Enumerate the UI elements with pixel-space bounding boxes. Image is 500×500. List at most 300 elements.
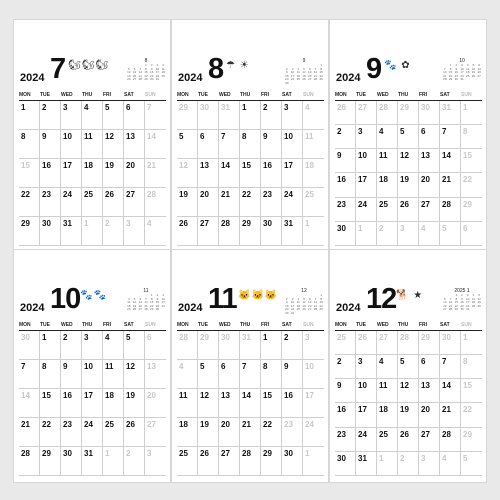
mini-day: 20 xyxy=(138,303,142,308)
day-cell[interactable]: 3 xyxy=(356,355,377,379)
day-cell[interactable]: 8 xyxy=(461,355,482,379)
day-cell[interactable]: 30 xyxy=(198,101,219,130)
day-cell[interactable]: 28 xyxy=(240,447,261,476)
day-cell[interactable]: 24 xyxy=(356,428,377,452)
day-cell[interactable]: 4 xyxy=(103,331,124,360)
day-cell[interactable]: 14 xyxy=(440,149,461,173)
day-cell[interactable]: 5 xyxy=(398,125,419,149)
mini-day: 24 xyxy=(161,303,165,308)
year-label: 2024 xyxy=(336,72,361,84)
weekday-label: THU xyxy=(82,92,93,98)
mini-day: 24 xyxy=(290,77,295,82)
day-cell[interactable]: 22 xyxy=(40,418,61,447)
day-cell[interactable]: 22 xyxy=(19,188,40,217)
day-cell[interactable]: 20 xyxy=(419,403,440,427)
mini-day: 3 xyxy=(461,63,463,67)
day-cell[interactable]: 13 xyxy=(419,379,440,403)
day-cell[interactable]: 1 xyxy=(356,222,377,246)
day-cell[interactable]: 15 xyxy=(240,159,261,188)
day-cell[interactable]: 16 xyxy=(282,389,303,418)
day-cell[interactable]: 28 xyxy=(219,217,240,246)
day-cell[interactable]: 17 xyxy=(61,159,82,188)
mini-day: 29 xyxy=(144,77,148,82)
mini-day: 5 xyxy=(478,293,480,297)
mini-day: 20 xyxy=(477,70,481,75)
day-cell[interactable]: 12 xyxy=(398,379,419,403)
day-cell[interactable]: 10 xyxy=(356,149,377,173)
day-cell[interactable]: 2 xyxy=(335,125,356,149)
mini-calendar-title: 10 xyxy=(459,58,465,64)
mini-day: 19 xyxy=(302,303,306,308)
day-cell[interactable]: 15 xyxy=(461,379,482,403)
mini-day: 2 xyxy=(455,63,458,67)
day-cell[interactable]: 17 xyxy=(82,389,103,418)
day-cell[interactable]: 1 xyxy=(261,331,282,360)
day-cell[interactable]: 26 xyxy=(356,331,377,355)
mini-day: 6 xyxy=(133,66,136,71)
day-cell[interactable]: 9 xyxy=(335,149,356,173)
day-cell[interactable]: 5 xyxy=(461,452,482,476)
day-cell[interactable]: 1 xyxy=(40,331,61,360)
day-cell[interactable]: 11 xyxy=(377,379,398,403)
day-cell[interactable]: 6 xyxy=(461,222,482,246)
mini-day: 27 xyxy=(443,307,447,312)
day-cell[interactable]: 2 xyxy=(377,222,398,246)
mini-day: 1 xyxy=(150,293,153,297)
day-cell[interactable]: 12 xyxy=(177,159,198,188)
day-cell[interactable]: 27 xyxy=(377,331,398,355)
day-cell[interactable]: 3 xyxy=(282,101,303,130)
day-cell[interactable]: 29 xyxy=(19,217,40,246)
mini-day: 13 xyxy=(443,300,447,305)
mini-day: 27 xyxy=(138,307,142,312)
day-cell[interactable]: 21 xyxy=(19,418,40,447)
day-cell[interactable]: 30 xyxy=(219,331,240,360)
weekday-label: SAT xyxy=(124,92,134,98)
day-cell[interactable]: 24 xyxy=(303,418,324,447)
mini-day: 3 xyxy=(466,293,469,297)
day-cell[interactable]: 11 xyxy=(82,130,103,159)
day-cell[interactable]: 14 xyxy=(145,130,166,159)
next-month-mini-calendar xyxy=(442,58,482,82)
day-cell[interactable]: 3 xyxy=(419,452,440,476)
weekday-header xyxy=(19,322,166,328)
day-cell[interactable]: 2 xyxy=(261,101,282,130)
day-cell[interactable]: 20 xyxy=(198,188,219,217)
weekday-label: TUE xyxy=(198,322,208,328)
day-cell[interactable]: 20 xyxy=(145,389,166,418)
day-cell[interactable]: 27 xyxy=(419,428,440,452)
day-cell[interactable]: 15 xyxy=(461,149,482,173)
weekday-label: MON xyxy=(177,92,189,98)
day-cell[interactable]: 20 xyxy=(219,418,240,447)
day-cell[interactable]: 30 xyxy=(335,452,356,476)
mini-day: 8 xyxy=(449,66,452,71)
mini-day: 13 xyxy=(138,300,142,305)
day-cell[interactable]: 20 xyxy=(124,159,145,188)
day-cell[interactable]: 19 xyxy=(177,188,198,217)
mini-day: 22 xyxy=(319,73,323,78)
day-cell[interactable]: 31 xyxy=(440,101,461,125)
day-cell[interactable]: 28 xyxy=(440,198,461,222)
day-cell[interactable]: 21 xyxy=(440,173,461,197)
day-cell[interactable]: 2 xyxy=(335,355,356,379)
day-cell[interactable]: 19 xyxy=(398,173,419,197)
day-cell[interactable]: 15 xyxy=(40,389,61,418)
mini-day: 2 xyxy=(286,66,288,71)
day-cell[interactable]: 4 xyxy=(377,355,398,379)
mini-day: 11 xyxy=(296,300,300,305)
day-cell[interactable]: 28 xyxy=(19,447,40,476)
day-cell[interactable]: 25 xyxy=(335,331,356,355)
month-number: 8 xyxy=(208,53,224,85)
day-cell[interactable]: 13 xyxy=(145,360,166,389)
day-cell[interactable]: 25 xyxy=(377,198,398,222)
day-grid xyxy=(335,330,482,476)
day-grid xyxy=(335,100,482,246)
day-cell[interactable]: 5 xyxy=(124,331,145,360)
mini-day: 20 xyxy=(308,303,312,308)
day-cell[interactable]: 1 xyxy=(461,331,482,355)
day-cell[interactable]: 1 xyxy=(377,452,398,476)
day-cell[interactable]: 6 xyxy=(145,331,166,360)
weekday-label: SAT xyxy=(282,322,292,328)
day-cell[interactable]: 27 xyxy=(219,447,240,476)
day-cell[interactable]: 12 xyxy=(124,360,145,389)
day-cell[interactable]: 3 xyxy=(124,217,145,246)
day-cell[interactable]: 9 xyxy=(61,360,82,389)
day-cell[interactable]: 23 xyxy=(61,418,82,447)
mini-day: 18 xyxy=(471,300,476,305)
day-cell[interactable]: 25 xyxy=(303,188,324,217)
day-cell[interactable]: 1 xyxy=(240,101,261,130)
next-month-mini-calendar xyxy=(126,58,166,82)
day-cell[interactable]: 21 xyxy=(240,418,261,447)
day-cell[interactable]: 15 xyxy=(19,159,40,188)
day-cell[interactable]: 30 xyxy=(19,331,40,360)
day-cell[interactable]: 18 xyxy=(177,418,198,447)
day-cell[interactable]: 11 xyxy=(303,130,324,159)
day-cell[interactable]: 3 xyxy=(82,331,103,360)
mini-day: 28 xyxy=(443,77,447,82)
day-cell[interactable]: 21 xyxy=(145,159,166,188)
day-cell[interactable]: 12 xyxy=(103,130,124,159)
day-cell[interactable]: 29 xyxy=(261,447,282,476)
day-cell[interactable]: 8 xyxy=(240,130,261,159)
day-cell[interactable]: 18 xyxy=(377,173,398,197)
day-cell[interactable]: 3 xyxy=(145,447,166,476)
day-cell[interactable]: 1 xyxy=(82,217,103,246)
day-cell[interactable]: 4 xyxy=(419,222,440,246)
weekday-label: MON xyxy=(177,322,189,328)
mini-day: 27 xyxy=(132,77,137,82)
weekday-label: WED xyxy=(61,92,73,98)
day-cell[interactable]: 23 xyxy=(282,418,303,447)
day-cell[interactable]: 19 xyxy=(103,159,124,188)
day-cell[interactable]: 17 xyxy=(356,403,377,427)
day-cell[interactable]: 4 xyxy=(377,125,398,149)
day-grid xyxy=(177,100,324,246)
day-cell[interactable]: 26 xyxy=(398,428,419,452)
day-cell[interactable]: 31 xyxy=(356,452,377,476)
mini-day: 23 xyxy=(155,303,160,308)
mini-day: 25 xyxy=(296,77,300,82)
day-cell[interactable]: 15 xyxy=(261,389,282,418)
day-cell[interactable]: 28 xyxy=(145,188,166,217)
day-cell[interactable]: 17 xyxy=(303,389,324,418)
day-cell[interactable]: 29 xyxy=(40,447,61,476)
day-cell[interactable]: 13 xyxy=(219,389,240,418)
day-cell[interactable]: 16 xyxy=(261,159,282,188)
day-cell[interactable]: 31 xyxy=(282,217,303,246)
day-cell[interactable]: 5 xyxy=(440,222,461,246)
day-cell[interactable]: 29 xyxy=(240,217,261,246)
day-cell[interactable]: 9 xyxy=(282,360,303,389)
day-cell[interactable]: 6 xyxy=(419,355,440,379)
day-cell[interactable]: 30 xyxy=(282,447,303,476)
next-month-mini-calendar xyxy=(284,58,324,86)
day-cell[interactable]: 14 xyxy=(219,159,240,188)
day-cell[interactable]: 29 xyxy=(177,101,198,130)
mini-day: 12 xyxy=(302,70,306,75)
day-cell[interactable]: 2 xyxy=(124,447,145,476)
day-cell[interactable]: 22 xyxy=(240,188,261,217)
day-cell[interactable]: 2 xyxy=(398,452,419,476)
mini-calendar-title: 9 xyxy=(302,58,306,64)
day-cell[interactable]: 12 xyxy=(198,389,219,418)
mini-day: 7 xyxy=(449,296,452,301)
day-cell[interactable]: 16 xyxy=(335,403,356,427)
day-cell[interactable]: 30 xyxy=(335,222,356,246)
mini-day: 19 xyxy=(132,303,137,308)
day-cell[interactable]: 6 xyxy=(198,130,219,159)
day-cell[interactable]: 29 xyxy=(198,331,219,360)
mini-day: 28 xyxy=(138,77,142,82)
day-cell[interactable]: 22 xyxy=(461,173,482,197)
day-cell[interactable]: 14 xyxy=(240,389,261,418)
year-label: 2024 xyxy=(178,72,203,84)
day-cell[interactable]: 16 xyxy=(335,173,356,197)
mini-day: 1 xyxy=(320,293,322,297)
day-cell[interactable]: 24 xyxy=(356,198,377,222)
day-cell[interactable]: 1 xyxy=(103,447,124,476)
day-cell[interactable]: 2 xyxy=(103,217,124,246)
day-cell[interactable]: 7 xyxy=(440,125,461,149)
day-cell[interactable]: 11 xyxy=(377,149,398,173)
day-cell[interactable]: 6 xyxy=(124,101,145,130)
day-cell[interactable]: 8 xyxy=(261,360,282,389)
day-cell[interactable]: 26 xyxy=(103,188,124,217)
day-cell[interactable]: 8 xyxy=(40,360,61,389)
weekday-label: FRI xyxy=(261,92,270,98)
day-cell[interactable]: 30 xyxy=(261,217,282,246)
mini-day: 20 xyxy=(132,73,137,78)
day-cell[interactable]: 1 xyxy=(303,447,324,476)
mini-day: 11 xyxy=(296,70,300,75)
month-page xyxy=(330,20,486,252)
mini-day: 18 xyxy=(127,303,131,308)
mini-day: 7 xyxy=(145,296,147,301)
day-cell[interactable]: 11 xyxy=(103,360,124,389)
day-cell[interactable]: 30 xyxy=(61,447,82,476)
day-cell[interactable]: 21 xyxy=(440,403,461,427)
day-cell[interactable]: 7 xyxy=(440,355,461,379)
day-cell[interactable]: 13 xyxy=(124,130,145,159)
day-cell[interactable]: 8 xyxy=(19,130,40,159)
day-cell[interactable]: 23 xyxy=(335,428,356,452)
day-cell[interactable]: 14 xyxy=(19,389,40,418)
day-cell[interactable]: 1 xyxy=(19,101,40,130)
mini-day: 17 xyxy=(161,300,165,305)
day-cell[interactable]: 4 xyxy=(303,101,324,130)
day-cell[interactable]: 10 xyxy=(82,360,103,389)
day-cell[interactable]: 28 xyxy=(440,428,461,452)
day-cell[interactable]: 20 xyxy=(419,173,440,197)
day-cell[interactable]: 29 xyxy=(398,101,419,125)
day-cell[interactable]: 10 xyxy=(282,130,303,159)
day-cell[interactable]: 17 xyxy=(356,173,377,197)
day-cell[interactable]: 28 xyxy=(377,101,398,125)
day-cell[interactable]: 13 xyxy=(198,159,219,188)
day-cell[interactable]: 19 xyxy=(124,389,145,418)
day-cell[interactable]: 9 xyxy=(261,130,282,159)
day-cell[interactable]: 7 xyxy=(145,101,166,130)
mini-day: 8 xyxy=(455,296,458,301)
day-cell[interactable]: 22 xyxy=(461,403,482,427)
day-cell[interactable]: 25 xyxy=(103,418,124,447)
day-cell[interactable]: 16 xyxy=(61,389,82,418)
mini-day: 22 xyxy=(454,303,458,308)
day-cell[interactable]: 8 xyxy=(461,125,482,149)
day-cell[interactable]: 26 xyxy=(398,198,419,222)
mini-day: 2 xyxy=(156,293,159,297)
mini-day: 12 xyxy=(471,66,476,71)
day-cell[interactable]: 2 xyxy=(61,331,82,360)
day-cell[interactable]: 29 xyxy=(419,331,440,355)
day-cell[interactable]: 4 xyxy=(82,101,103,130)
day-cell[interactable]: 4 xyxy=(440,452,461,476)
day-cell[interactable]: 17 xyxy=(282,159,303,188)
mini-day: 28 xyxy=(448,307,453,312)
day-cell[interactable]: 30 xyxy=(419,101,440,125)
mini-day: 29 xyxy=(150,307,154,312)
day-cell[interactable]: 6 xyxy=(419,125,440,149)
day-cell[interactable]: 23 xyxy=(40,188,61,217)
day-cell[interactable]: 27 xyxy=(198,217,219,246)
day-cell[interactable]: 29 xyxy=(461,428,482,452)
mini-day: 8 xyxy=(320,296,322,301)
day-cell[interactable]: 27 xyxy=(356,101,377,125)
mini-day: 15 xyxy=(454,300,458,305)
day-cell[interactable]: 27 xyxy=(419,198,440,222)
day-cell[interactable]: 25 xyxy=(82,188,103,217)
day-cell[interactable]: 18 xyxy=(377,403,398,427)
day-cell[interactable]: 30 xyxy=(40,217,61,246)
day-cell[interactable]: 2 xyxy=(282,331,303,360)
day-cell[interactable]: 16 xyxy=(40,159,61,188)
day-cell[interactable]: 24 xyxy=(61,188,82,217)
day-cell[interactable]: 25 xyxy=(377,428,398,452)
mini-day: 26 xyxy=(302,307,306,312)
day-cell[interactable]: 10 xyxy=(61,130,82,159)
day-cell[interactable]: 19 xyxy=(398,403,419,427)
weekday-label: TUE xyxy=(40,322,50,328)
day-cell[interactable]: 3 xyxy=(356,125,377,149)
day-cell[interactable]: 23 xyxy=(335,198,356,222)
day-cell[interactable]: 3 xyxy=(398,222,419,246)
day-cell[interactable]: 18 xyxy=(82,159,103,188)
day-cell[interactable]: 13 xyxy=(419,149,440,173)
day-cell[interactable]: 28 xyxy=(177,331,198,360)
mini-day: 25 xyxy=(127,307,131,312)
day-cell[interactable]: 31 xyxy=(240,331,261,360)
day-cell[interactable]: 4 xyxy=(145,217,166,246)
day-cell[interactable]: 6 xyxy=(219,360,240,389)
day-cell[interactable]: 1 xyxy=(303,217,324,246)
day-cell[interactable]: 4 xyxy=(177,360,198,389)
day-cell[interactable]: 24 xyxy=(82,418,103,447)
day-cell[interactable]: 27 xyxy=(145,418,166,447)
day-cell[interactable]: 18 xyxy=(303,159,324,188)
day-cell[interactable]: 5 xyxy=(398,355,419,379)
weekday-label: SAT xyxy=(440,92,450,98)
day-cell[interactable]: 5 xyxy=(177,130,198,159)
day-cell[interactable]: 12 xyxy=(398,149,419,173)
day-cell[interactable]: 9 xyxy=(40,130,61,159)
day-cell[interactable]: 27 xyxy=(124,188,145,217)
day-cell[interactable]: 21 xyxy=(219,188,240,217)
day-cell[interactable]: 28 xyxy=(398,331,419,355)
day-cell[interactable]: 29 xyxy=(461,198,482,222)
day-cell[interactable]: 26 xyxy=(177,217,198,246)
day-cell[interactable]: 31 xyxy=(61,217,82,246)
day-cell[interactable]: 9 xyxy=(335,379,356,403)
day-cell[interactable]: 7 xyxy=(240,360,261,389)
mini-day: 1 xyxy=(455,293,458,297)
mini-day: 12 xyxy=(127,70,131,75)
day-cell[interactable]: 10 xyxy=(356,379,377,403)
day-cell[interactable]: 30 xyxy=(440,331,461,355)
day-cell[interactable]: 7 xyxy=(19,360,40,389)
mini-calendar-title: 11 xyxy=(143,288,149,294)
day-cell[interactable]: 11 xyxy=(177,389,198,418)
day-cell[interactable]: 22 xyxy=(261,418,282,447)
day-cell[interactable]: 14 xyxy=(440,379,461,403)
day-cell[interactable]: 26 xyxy=(124,418,145,447)
day-cell[interactable]: 7 xyxy=(219,130,240,159)
mini-day: 4 xyxy=(297,66,300,71)
day-cell[interactable]: 19 xyxy=(198,418,219,447)
day-cell[interactable]: 31 xyxy=(82,447,103,476)
day-cell[interactable]: 26 xyxy=(335,101,356,125)
mini-day: 31 xyxy=(460,77,464,82)
day-cell[interactable]: 5 xyxy=(198,360,219,389)
day-cell[interactable]: 23 xyxy=(261,188,282,217)
day-cell[interactable]: 24 xyxy=(282,188,303,217)
day-cell[interactable]: 3 xyxy=(303,331,324,360)
day-cell[interactable]: 18 xyxy=(103,389,124,418)
day-cell[interactable]: 2 xyxy=(40,101,61,130)
mini-day: 24 xyxy=(155,73,160,78)
day-cell[interactable]: 1 xyxy=(461,101,482,125)
day-cell[interactable]: 5 xyxy=(103,101,124,130)
day-cell[interactable]: 25 xyxy=(177,447,198,476)
animal-illustration-icon: 🐱🐱🐱 xyxy=(238,290,279,301)
day-cell[interactable]: 3 xyxy=(61,101,82,130)
day-cell[interactable]: 31 xyxy=(219,101,240,130)
day-cell[interactable]: 10 xyxy=(303,360,324,389)
day-cell[interactable]: 26 xyxy=(198,447,219,476)
